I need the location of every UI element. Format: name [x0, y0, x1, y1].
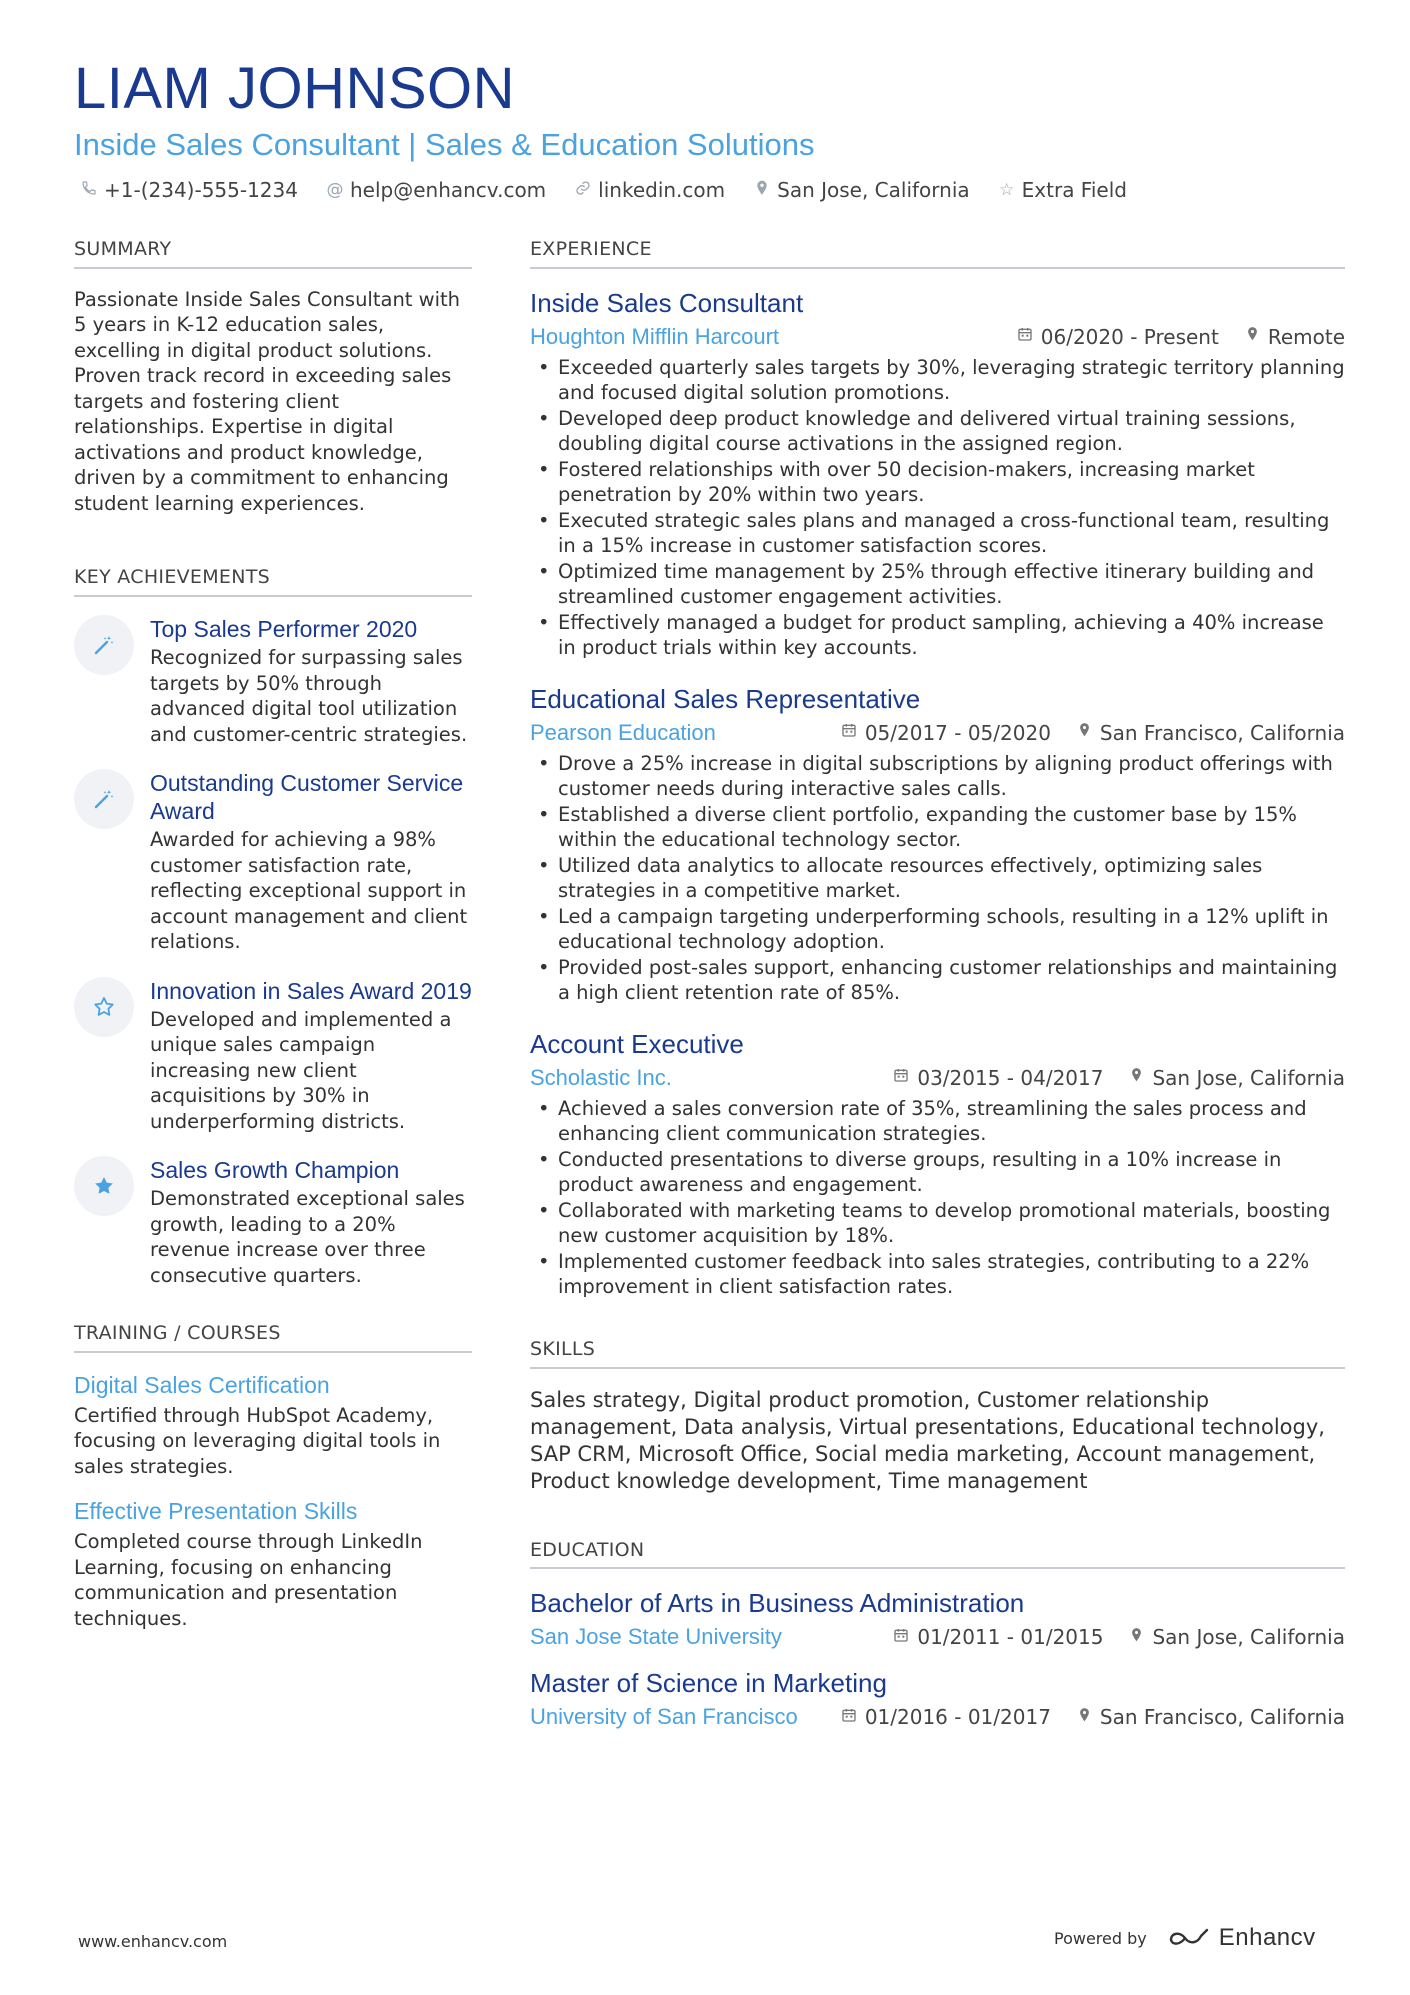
summary-section: [74, 238, 472, 516]
email-text: help@enhancv.com: [349, 178, 547, 202]
location-pin-icon: [1129, 1626, 1144, 1649]
achievement-item: [74, 769, 472, 955]
job-title: Account Executive: [530, 1028, 744, 1059]
job-bullets: [530, 355, 1345, 661]
job-dates: 06/2020 - Present: [1040, 324, 1219, 349]
calendar-icon: [893, 1067, 909, 1088]
school-name: University of San Francisco: [530, 1704, 798, 1730]
brand-logo[interactable]: [1167, 1924, 1316, 1952]
achievement-text: Recognized for surpassing sales targets by 50% through advanced digital tool utilization and customer-centric strategies.: [150, 646, 468, 746]
job-location: San Francisco, California: [1099, 720, 1345, 745]
achievement-title: Innovation in Sales Award 2019: [150, 977, 472, 1004]
achievement-title: Top Sales Performer 2020: [150, 616, 418, 643]
list-item: • Conducted presentations to diverse groups, resulting in a 10% increase in product awareness and engagement.: [530, 1147, 1345, 1198]
education-entry: [530, 1667, 1345, 1731]
achievement-text: Demonstrated exceptional sales growth, leading to a 20% revenue increase over three consecutive quarters.: [150, 1187, 465, 1287]
training-section: [74, 1322, 472, 1631]
job-location: San Jose, California: [1152, 1065, 1345, 1090]
education-section: [530, 1539, 1345, 1732]
footer-website[interactable]: www.enhancv.com: [78, 1932, 228, 1951]
education-entry: [530, 1587, 1345, 1651]
course-title: Effective Presentation Skills: [74, 1498, 358, 1525]
brand-name: Enhancv: [1218, 1924, 1316, 1951]
summary-heading: SUMMARY: [74, 238, 472, 269]
education-dates: 01/2016 - 01/2017: [864, 1705, 1051, 1730]
course-text: Completed course through LinkedIn Learning, focusing on enhancing communication and presentation techniques.: [74, 1530, 423, 1630]
skills-section: [530, 1338, 1345, 1495]
achievement-text: Developed and implemented a unique sales campaign increasing new client acquisitions by 30% in underperforming districts.: [150, 1007, 452, 1133]
job-entry: [530, 1028, 1345, 1300]
job-entry: [530, 683, 1345, 1006]
calendar-icon: [893, 1627, 909, 1648]
achievements-heading: KEY ACHIEVEMENTS: [74, 566, 472, 597]
left-column: [74, 238, 472, 1649]
candidate-headline: Inside Sales Consultant | Sales & Education Solutions: [74, 127, 815, 162]
school-name: San Jose State University: [530, 1624, 782, 1650]
job-dates: 03/2015 - 04/2017: [917, 1065, 1104, 1090]
contact-phone[interactable]: [80, 178, 298, 202]
linkedin-text: linkedin.com: [598, 178, 726, 202]
list-item: • Optimized time management by 25% through effective itinerary building and streamlined customer engagement activities.: [530, 559, 1345, 610]
list-item: • Executed strategic sales plans and managed a cross-functional team, resulting in a 15% increase in customer satisfaction scores.: [530, 508, 1345, 559]
calendar-icon: [1017, 326, 1033, 347]
achievement-title: Outstanding Customer Service Award: [150, 770, 464, 825]
education-location: San Francisco, California: [1099, 1705, 1345, 1730]
company-name: Pearson Education: [530, 719, 716, 745]
contact-linkedin[interactable]: [574, 178, 725, 202]
list-item: • Fostered relationships with over 50 decision-makers, increasing market penetration by 20% within two years.: [530, 457, 1345, 508]
location-pin-icon: [1129, 1066, 1144, 1089]
achievement-title: Sales Growth Champion: [150, 1157, 400, 1184]
magic-wand-icon: [74, 769, 134, 829]
contact-bar: [80, 178, 1155, 202]
list-item: • Achieved a sales conversion rate of 35%, streamlining the sales process and enhancing client communication strategies.: [530, 1096, 1345, 1147]
course-title: Digital Sales Certification: [74, 1371, 330, 1398]
course-text: Certified through HubSpot Academy, focusing on leveraging digital tools in sales strategies.: [74, 1403, 441, 1478]
achievement-text: Awarded for achieving a 98% customer satisfaction rate, reflecting exceptional support in account management and client relations.: [150, 828, 468, 954]
job-title: Educational Sales Representative: [530, 683, 921, 714]
location-text: San Jose, California: [777, 178, 970, 202]
education-location: San Jose, California: [1152, 1625, 1345, 1650]
link-icon: [574, 180, 592, 201]
company-name: Houghton Mifflin Harcourt: [530, 323, 780, 349]
calendar-icon: [841, 722, 857, 743]
powered-by-text: Powered by: [1054, 1928, 1147, 1948]
job-bullets: [530, 1096, 1345, 1300]
location-pin-icon: [1077, 1706, 1092, 1729]
job-title: Inside Sales Consultant: [530, 287, 804, 318]
summary-text: Passionate Inside Sales Consultant with 5 years in K-12 education sales, excelling in digital product solutions. Proven track record in exceeding sales targets and fostering client relationships. Expertise in digital activations and product knowledge, driven by a commitment to enhancing student learning experiences.: [74, 287, 461, 515]
star-outline-icon: [74, 977, 134, 1037]
course-item: [74, 1497, 472, 1631]
training-heading: TRAINING / COURSES: [74, 1322, 472, 1353]
course-item: [74, 1371, 472, 1480]
star-filled-icon: [74, 1156, 134, 1216]
candidate-name: LIAM JOHNSON: [74, 56, 516, 121]
degree-title: Master of Science in Marketing: [530, 1668, 887, 1699]
company-name: Scholastic Inc.: [530, 1064, 672, 1090]
education-heading: EDUCATION: [530, 1539, 1345, 1570]
location-pin-icon: [1077, 721, 1092, 744]
location-pin-icon: [753, 179, 771, 202]
list-item: • Developed deep product knowledge and delivered virtual training sessions, doubling digital course activations in the assigned region.: [530, 406, 1345, 457]
at-icon: @: [326, 180, 344, 200]
magic-wand-icon: [74, 615, 134, 675]
star-outline-icon: ☆: [999, 180, 1015, 200]
achievement-item: [74, 1156, 472, 1288]
skills-heading: SKILLS: [530, 1338, 1345, 1369]
job-bullets: [530, 751, 1345, 1006]
right-column: [530, 238, 1345, 1747]
achievement-item: [74, 977, 472, 1135]
degree-title: Bachelor of Arts in Business Administration: [530, 1588, 1025, 1619]
list-item: • Led a campaign targeting underperforming schools, resulting in a 12% uplift in educational technology adoption.: [530, 904, 1345, 955]
job-location: Remote: [1267, 324, 1345, 349]
list-item: • Collaborated with marketing teams to develop promotional materials, boosting new customer acquisition by 18%.: [530, 1198, 1345, 1249]
list-item: • Established a diverse client portfolio, expanding the customer base by 15% within the educational technology sector.: [530, 802, 1345, 853]
skills-text: Sales strategy, Digital product promotion, Customer relationship management, Data analysis, Virtual presentations, Educational technology, SAP CRM, Microsoft Office, Social media marketing, Account management, Product knowledge development, Time management: [530, 1387, 1325, 1493]
achievement-item: [74, 615, 472, 747]
list-item: • Exceeded quarterly sales targets by 30%, leveraging strategic territory planning and focused digital solution promotions.: [530, 355, 1345, 406]
contact-location: [753, 178, 970, 202]
footer-branding: [1054, 1924, 1316, 1952]
experience-heading: EXPERIENCE: [530, 238, 1345, 269]
enhancv-logo-icon: [1167, 1926, 1211, 1950]
contact-extra: [998, 178, 1127, 202]
phone-icon: [80, 180, 98, 201]
location-pin-icon: [1245, 325, 1260, 348]
list-item: • Provided post-sales support, enhancing customer relationships and maintaining a high client retention rate of 85%.: [530, 955, 1345, 1006]
contact-email[interactable]: [326, 178, 546, 202]
list-item: • Implemented customer feedback into sales strategies, contributing to a 22% improvement in client satisfaction rates.: [530, 1249, 1345, 1300]
list-item: • Effectively managed a budget for product sampling, achieving a 40% increase in product trials within key accounts.: [530, 610, 1345, 661]
job-dates: 05/2017 - 05/2020: [864, 720, 1051, 745]
phone-text: +1-(234)-555-1234: [104, 178, 298, 202]
list-item: • Utilized data analytics to allocate resources effectively, optimizing sales strategies in a competitive market.: [530, 853, 1345, 904]
experience-section: [530, 238, 1345, 1300]
education-dates: 01/2011 - 01/2015: [917, 1625, 1104, 1650]
list-item: • Drove a 25% increase in digital subscriptions by aligning product offerings with customer needs during interactive sales calls.: [530, 751, 1345, 802]
calendar-icon: [841, 1707, 857, 1728]
job-entry: [530, 287, 1345, 661]
achievements-section: [74, 566, 472, 1288]
extra-text: Extra Field: [1021, 178, 1127, 202]
